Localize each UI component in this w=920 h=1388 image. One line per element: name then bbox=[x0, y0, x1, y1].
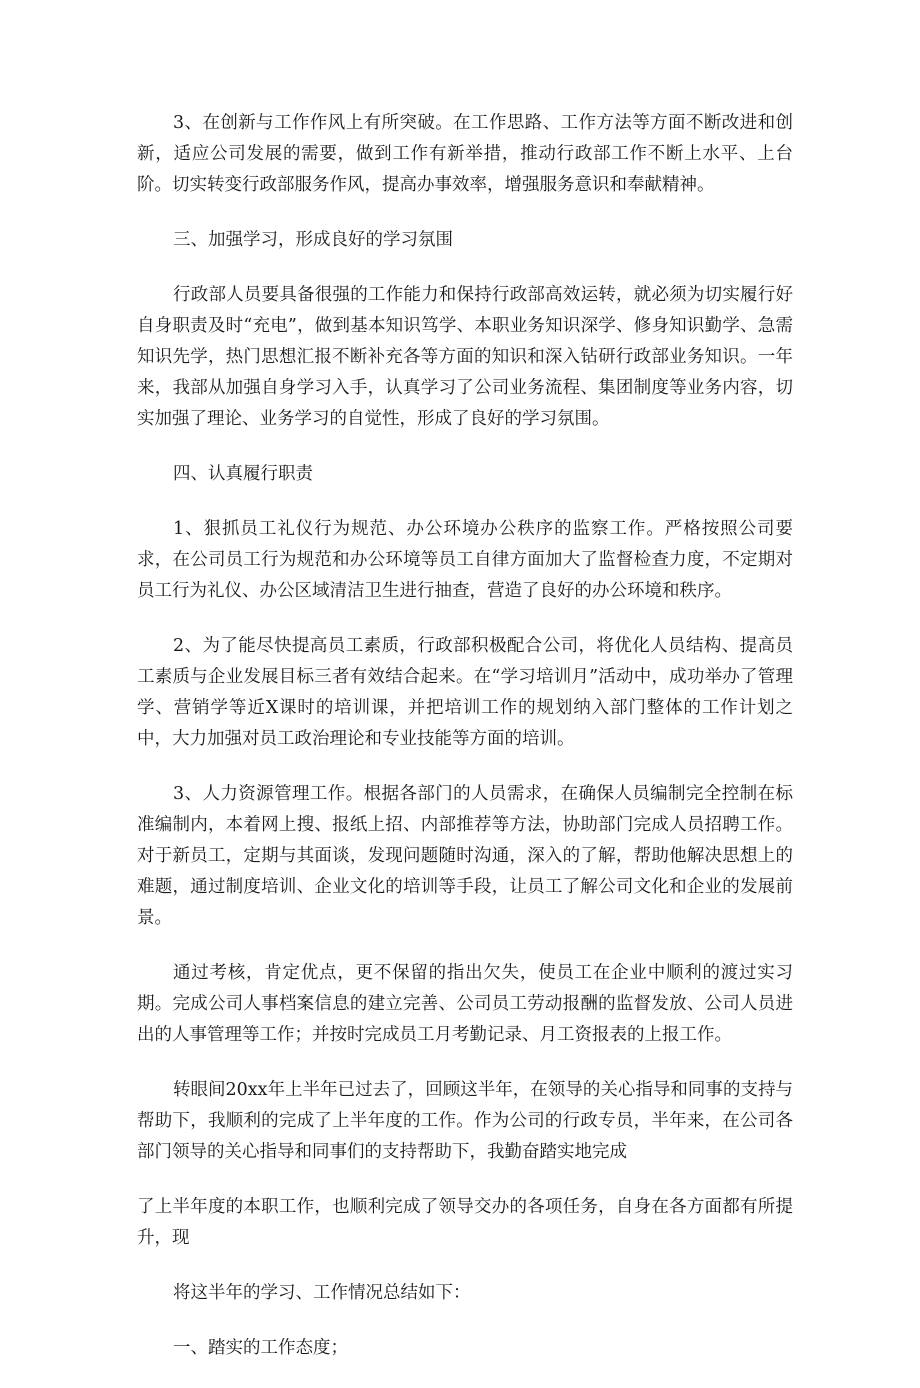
section-heading-attitude: 一、踏实的工作态度； bbox=[173, 1338, 348, 1358]
paragraph-learning: 行政部人员要具备很强的工作能力和保持行政部高效运转，就必须为切实履行好自身职责及时“充电”，做到基本知识笃学、本职业务知识深学、修身知识勤学、急需知识先学，热门思想汇报不断补充各等方面的知识和深入钻研行政部业务知识。一年来，我部从加强自身学习入手，认真学习了公司业务流程、集团制度等业务内容，切实加强了理论、业务学习的自觉性，形成了良好的学习氛围。 bbox=[137, 285, 793, 429]
document-body bbox=[137, 108, 793, 1388]
paragraph-innovation: 3、在创新与工作作风上有所突破。在工作思路、工作方法等方面不断改进和创新，适应公司发展的需要，做到工作有新举措，推动行政部工作不断上水平、上台阶。切实转变行政部服务作风，提高办事效率，增强服务意识和奉献精神。 bbox=[137, 113, 793, 195]
section-heading-learning: 三、加强学习，形成良好的学习氛围 bbox=[173, 230, 453, 250]
paragraph-etiquette: 1、狠抓员工礼仪行为规范、办公环境办公秩序的监察工作。严格按照公司要求，在公司员工行为规范和办公环境等员工自律方面加大了监督检查力度，不定期对员工行为礼仪、办公区域清洁卫生进行抽查，营造了良好的办公环境和秩序。 bbox=[137, 519, 793, 601]
section-heading-duties: 四、认真履行职责 bbox=[173, 464, 313, 484]
paragraph-half-year-review: 转眼间20xx年上半年已过去了，回顾这半年，在领导的关心指导和同事的支持与帮助下，我顺利的完成了上半年度的工作。作为公司的行政专员，半年来，在公司各部门领导的关心指导和同事们的支持帮助下，我勤奋踏实地完成 bbox=[137, 1080, 793, 1162]
paragraph-assessment: 通过考核，肯定优点，更不保留的指出欠失，使员工在企业中顺利的渡过实习期。完成公司人事档案信息的建立完善、公司员工劳动报酬的监督发放、公司人员进出的人事管理等工作；并按时完成员工月考勤记录、月工资报表的上报工作。 bbox=[137, 963, 793, 1045]
paragraph-continuation: 了上半年度的本职工作，也顺利完成了领导交办的各项任务，自身在各方面都有所提升，现 bbox=[137, 1197, 793, 1248]
paragraph-hr-management: 3、人力资源管理工作。根据各部门的人员需求，在确保人员编制完全控制在标准编制内，本着网上搜、报纸上招、内部推荐等方法，协助部门完成人员招聘工作。对于新员工，定期与其面谈，发现问题随时沟通，深入的了解，帮助他解决思想上的难题，通过制度培训、企业文化的培训等手段，让员工了解公司文化和企业的发展前景。 bbox=[137, 784, 793, 928]
paragraph-training: 2、为了能尽快提高员工素质，行政部积极配合公司，将优化人员结构、提高员工素质与企业发展目标三者有效结合起来。在“学习培训月”活动中，成功举办了管理学、营销学等近X课时的培训课，并把培训工作的规划纳入部门整体的工作计划之中，大力加强对员工政治理论和专业技能等方面的培训。 bbox=[137, 636, 793, 749]
summary-intro: 将这半年的学习、工作情况总结如下： bbox=[173, 1283, 471, 1303]
